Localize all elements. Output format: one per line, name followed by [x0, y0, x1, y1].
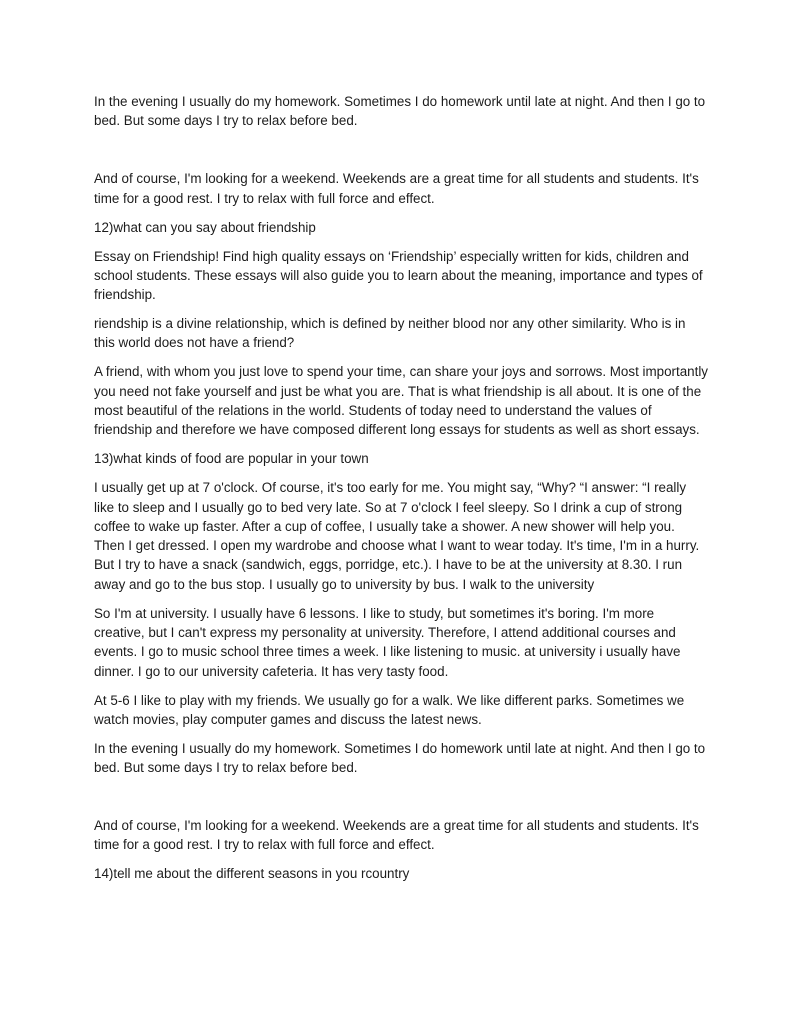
body-paragraph: At 5-6 I like to play with my friends. We usually go for a walk. We like different parks. Sometimes we watch movies, play computer games and discuss the latest news.: [94, 692, 685, 727]
body-paragraph: So I'm at university. I usually have 6 lessons. I like to study, but sometimes it's boring. I'm more creative, but I can't express my personality at university. Therefore, I attend additional courses and events. I go to music school three times a week. I like listening to music. at university i usually have dinner. I go to our university cafeteria. It has very tasty food.: [94, 605, 681, 679]
body-paragraph: In the evening I usually do my homework. Sometimes I do homework until late at night. And then I go to bed. But some days I try to relax before bed.: [94, 740, 706, 776]
body-paragraph: riendship is a divine relationship, which is defined by neither blood nor any other similarity. Who is in this world does not have a friend?: [94, 316, 686, 351]
question-heading: 14)tell me about the different seasons in you rcountry: [94, 866, 410, 882]
body-paragraph: Essay on Friendship! Find high quality essays on ‘Friendship’ especially written for kids, children and school students. These essays will also guide you to learn about the meaning, importance and types of friendship.: [94, 248, 703, 303]
body-paragraph: A friend, with whom you just love to spend your time, can share your joys and sorrows. Most importantly you need not fake yourself and just be what you are. That is what friendship is all about. It is one of the most beautiful of the relations in the world. Students of today need to understand the values of friendship and therefore we have composed different long essays for students as well as short essays.: [94, 364, 709, 438]
paragraph-spacer: [94, 140, 708, 169]
question-heading: 12)what can you say about friendship: [94, 219, 316, 235]
body-paragraph: And of course, I'm looking for a weekend. Weekends are a great time for all students and students. It's time for a good rest. I try to relax with full force and effect.: [94, 171, 699, 206]
body-paragraph: And of course, I'm looking for a weekend. Weekends are a great time for all students and students. It's time for a good rest. I try to relax with full force and effect.: [94, 818, 699, 853]
body-paragraph: In the evening I usually do my homework. Sometimes I do homework until late at night. And then I go to bed. But some days I try to relax before bed.: [94, 94, 706, 129]
paragraph-spacer: [94, 787, 708, 816]
question-heading: 13)what kinds of food are popular in your town: [94, 451, 369, 467]
body-paragraph: I usually get up at 7 o'clock. Of course, it's too early for me. You might say, “Why? “I answer: “I really like to sleep and I usually go to bed very late. So at 7 o'clock I feel sleepy. So I drink a cup of strong coffee to wake up faster. After a cup of coffee, I usually take a shower. A new shower will help you. Then I get dressed. I open my wardrobe and choose what I want to wear today. It's time, I'm in a hurry. But I try to have a snack (sandwich, eggs, porridge, etc.). I have to be at the university at 8.30. I run away and go to the bus stop. I usually go to university by bus. I walk to the university: [94, 480, 700, 592]
